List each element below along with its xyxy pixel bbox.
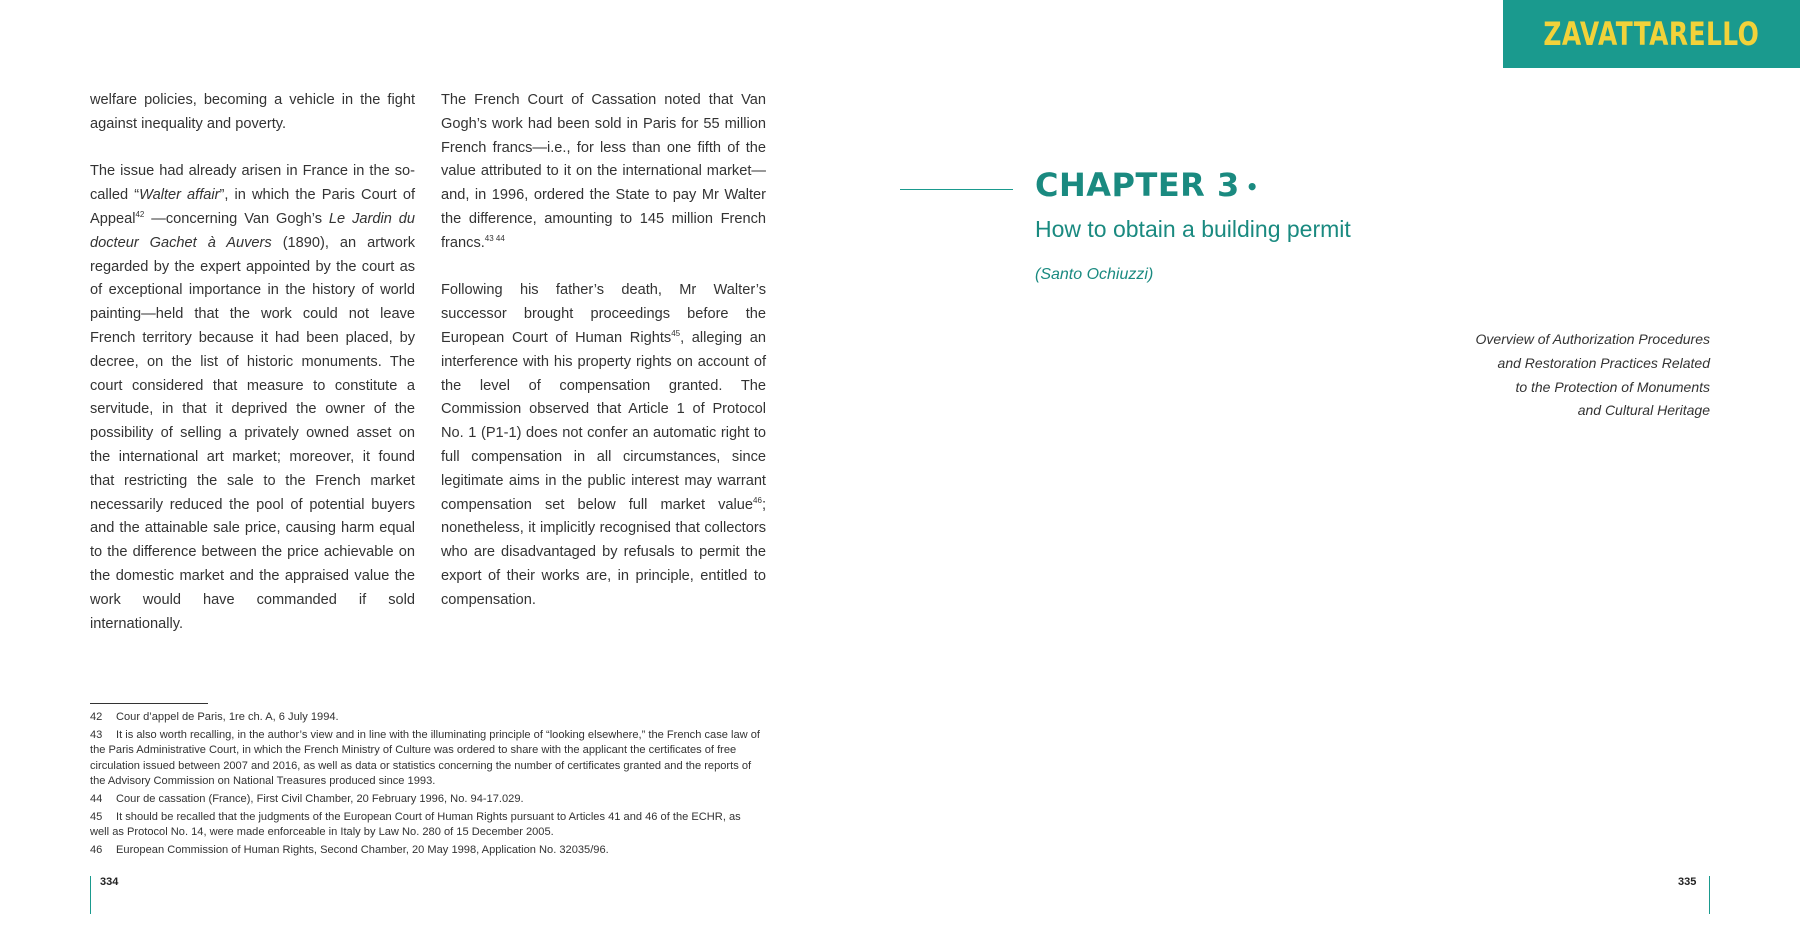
text-run: ; nonetheless, it implicitly recognised that collectors who are disadvantaged by refusals to permit the export of their works are, in principle, entitled to compensation. <box>441 496 766 608</box>
page-number-left: 334 <box>100 876 119 888</box>
chapter-bullet: • <box>1245 175 1260 199</box>
paragraph <box>90 160 415 636</box>
text-run: The French Court of Cassation noted that Van Gogh’s work had been sold in Paris for 55 million French francs—i.e., for less than one fifth of the value attributed to it on the international market—and, in 1996, ordered the State to pay Mr Walter the difference, amounting to 145 million French francs. <box>441 92 766 251</box>
text-column-2 <box>441 89 766 636</box>
chapter-author: (Santo Ochiuzzi) <box>1035 266 1154 283</box>
chapter-label: CHAPTER 3 <box>1035 166 1240 204</box>
text-column-1 <box>90 89 415 660</box>
text-run: —concerning Van Gogh’s <box>144 210 329 227</box>
footnote-text: Cour d’appel de Paris, 1re ch. A, 6 July 1994. <box>116 711 339 723</box>
folio-bar <box>90 876 91 914</box>
footnote-text: It should be recalled that the judgments of the European Court of Human Rights pursuant to Articles 41 and 46 of the ECHR, as well as Protocol No. 14, were made enforceable in Italy by Law No. 280 of 15 December 2005. <box>90 810 741 839</box>
italic-text: Walter affair <box>139 187 220 204</box>
paragraph: welfare policies, becoming a vehicle in the fight against inequality and poverty. <box>90 92 415 132</box>
text-run: The issue had already arisen in France in the so-called “ <box>90 163 415 204</box>
overview-line: and Cultural Heritage <box>1577 402 1710 419</box>
paragraph <box>441 89 766 256</box>
footnote-number: 43 <box>90 728 103 741</box>
footnote <box>90 810 760 841</box>
chapter-rule <box>900 189 1013 190</box>
chapter-heading <box>1035 166 1259 204</box>
right-page <box>900 0 1800 945</box>
chapter-overview <box>1310 328 1710 423</box>
footnote-ref[interactable]: 45 <box>671 329 681 339</box>
footnotes <box>90 710 760 860</box>
brand-logo-text: ZAVATTARELLO <box>1543 15 1760 53</box>
page-number-right: 335 <box>1678 876 1697 888</box>
footnote <box>90 728 760 790</box>
footnote-text: It is also worth recalling, in the author’s view and in line with the illuminating principle of “looking elsewhere,” the French case law of the Paris Administrative Court, in which the French Ministry of Culture was ordered to share with the applicant the certificates of free circulation issued between 2007 and 2016, as well as data or statistics concerning the number of certificates granted and the reports of the Advisory Commission on National Treasures produced since 1993. <box>90 728 760 788</box>
text-run: ”, in which the Paris Court of Appeal <box>90 187 415 227</box>
overview-line: and Restoration Practices Related <box>1497 354 1710 371</box>
overview-line: Overview of Authorization Procedures <box>1475 331 1710 347</box>
artwork-title: Le Jardin du docteur Gachet à Auvers <box>90 210 415 251</box>
chapter-title: How to obtain a building permit <box>1035 216 1351 242</box>
text-run: , alleging an interference with his property rights on account of the level of compensation granted. The Commission observed that Article 1 of Protocol No. 1 (P1-1) does not confer an automatic right to full compensation in all circumstances, since legitimate aims in the public interest may warrant compensation set below full market value <box>441 329 766 513</box>
footnote-ref[interactable]: 42 <box>135 210 145 220</box>
text-run: Following his father’s death, Mr Walter’s successor brought proceedings before the European Court of Human Rights <box>441 282 766 346</box>
footnote-number: 44 <box>90 792 103 805</box>
footnote <box>90 792 760 808</box>
footnote <box>90 843 760 859</box>
footnote-text: Cour de cassation (France), First Civil Chamber, 20 February 1996, No. 94-17.029. <box>116 792 524 805</box>
footnote-number: 42 <box>90 711 103 723</box>
footnote-number: 46 <box>90 843 103 856</box>
overview-line: to the Protection of Monuments <box>1515 378 1710 395</box>
folio-bar <box>1709 876 1710 914</box>
footnote-text: European Commission of Human Rights, Second Chamber, 20 May 1998, Application No. 32035/96. <box>116 843 609 856</box>
text-run: (1890), an artwork regarded by the expert appointed by the court as of exceptional importance in the history of world painting—held that the work could not leave French territory because it had been placed, by decree, on the list of historic monuments. The court considered that measure to constitute a servitude, in that it deprived the owner of the possibility of selling a privately owned asset on the international art market; moreover, it found that restricting the sale to the French market necessarily reduced the pool of potential buyers and the attainable sale price, causing harm equal to the difference between the price achievable on the domestic market and the appraised value the work would have commanded if sold internationally. <box>90 234 415 632</box>
footnote <box>90 710 760 726</box>
footnote-ref[interactable]: 43 44 <box>484 233 505 243</box>
footnote-ref[interactable]: 46 <box>753 495 762 505</box>
paragraph <box>441 279 766 612</box>
footnote-divider <box>90 703 208 704</box>
footnote-number: 45 <box>90 810 103 823</box>
brand-banner <box>1503 0 1800 68</box>
